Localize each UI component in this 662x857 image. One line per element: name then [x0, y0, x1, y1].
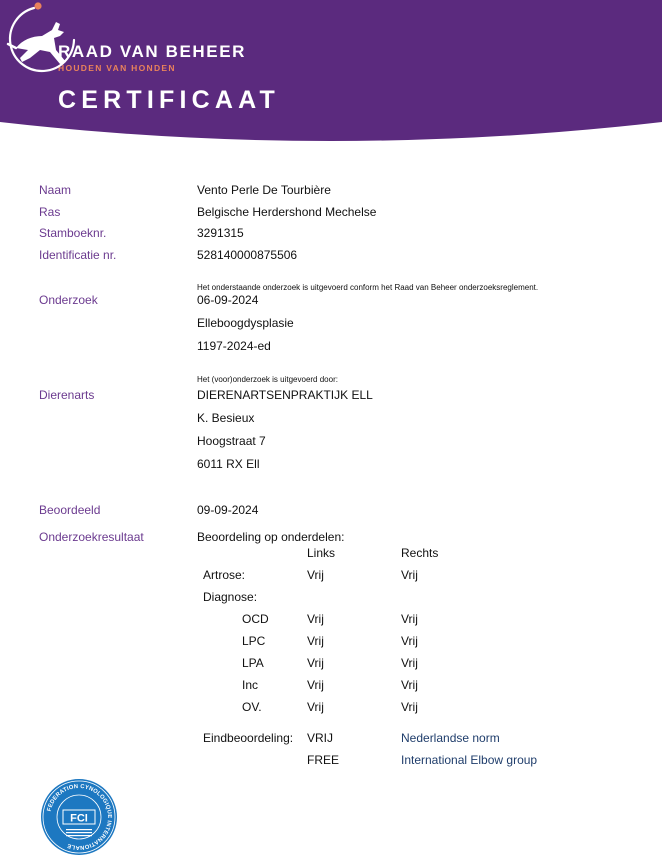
- final-assessment-value: VRIJ: [307, 731, 334, 745]
- exam-type: Elleboogdysplasie: [197, 316, 294, 330]
- final-assessment-norm: International Elbow group: [401, 753, 538, 767]
- running-dog-logo-icon: [0, 0, 80, 78]
- page-title: CERTIFICAAT: [58, 86, 280, 114]
- vet-label: Dierenarts: [39, 388, 95, 402]
- column-right-header: Rechts: [401, 546, 439, 560]
- vet-street: Hoogstraat 7: [197, 434, 266, 448]
- diagnosis-row-left: Vrij: [307, 656, 324, 670]
- fci-ring-text: FEDERATION CYNOLOGIQUE INTERNATIONALE: [46, 783, 113, 851]
- diagnosis-row-left: Vrij: [307, 612, 324, 626]
- diagnosis-row-label: OV.: [242, 700, 262, 714]
- assessed-label: Beoordeeld: [39, 503, 101, 517]
- studbook-label: Stamboeknr.: [39, 226, 107, 240]
- artrose-left: Vrij: [307, 568, 324, 582]
- diagnosis-row-right: Vrij: [401, 656, 418, 670]
- final-assessment-label: Eindbeoordeling:: [203, 731, 294, 745]
- fci-seal-icon: [40, 778, 118, 856]
- name-label: Naam: [39, 183, 72, 197]
- exam-note: Het onderstaande onderzoek is uitgevoerd conform het Raad van Beheer onderzoeksreglement.: [197, 283, 539, 292]
- diagnosis-row-label: OCD: [242, 612, 269, 626]
- diagnosis-row-right: Vrij: [401, 634, 418, 648]
- exam-label: Onderzoek: [39, 293, 98, 307]
- assessed-date: 09-09-2024: [197, 503, 259, 517]
- certificate-header: [0, 0, 662, 150]
- column-left-header: Links: [307, 546, 336, 560]
- artrose-label: Artrose:: [203, 568, 246, 582]
- organization-name: RAAD VAN BEHEER: [58, 42, 247, 61]
- dog-breed: Belgische Herdershond Mechelse: [197, 205, 377, 219]
- diagnosis-row-right: Vrij: [401, 612, 418, 626]
- vet-city: 6011 RX Ell: [197, 457, 260, 471]
- header-background: [0, 0, 662, 150]
- diagnosis-row-right: Vrij: [401, 678, 418, 692]
- diagnosis-row-left: Vrij: [307, 634, 324, 648]
- diagnosis-row-label: LPA: [242, 656, 264, 670]
- final-assessment-value: FREE: [307, 753, 340, 767]
- identification-label: Identificatie nr.: [39, 248, 117, 262]
- breed-label: Ras: [39, 205, 61, 219]
- identification-number: 528140000875506: [197, 248, 298, 262]
- organization-tagline: HOUDEN VAN HONDEN: [58, 63, 176, 73]
- artrose-right: Vrij: [401, 568, 418, 582]
- dog-name: Vento Perle De Tourbière: [197, 183, 331, 197]
- result-heading: Beoordeling op onderdelen:: [197, 530, 345, 544]
- vet-note: Het (voor)onderzoek is uitgevoerd door:: [197, 375, 338, 384]
- diagnosis-row-left: Vrij: [307, 678, 324, 692]
- exam-date: 06-09-2024: [197, 293, 259, 307]
- result-label: Onderzoekresultaat: [39, 530, 144, 544]
- diagnosis-row-label: LPC: [242, 634, 266, 648]
- diagnose-label: Diagnose:: [203, 590, 258, 604]
- fci-short-name: FCI: [70, 812, 88, 825]
- final-assessment-norm: Nederlandse norm: [401, 731, 500, 745]
- exam-code: 1197-2024-ed: [197, 339, 271, 353]
- vet-practice: DIERENARTSENPRAKTIJK ELL: [197, 388, 373, 402]
- studbook-number: 3291315: [197, 226, 244, 240]
- diagnosis-row-right: Vrij: [401, 700, 418, 714]
- vet-name: K. Besieux: [197, 411, 255, 425]
- diagnosis-row-label: Inc: [242, 678, 259, 692]
- diagnosis-row-left: Vrij: [307, 700, 324, 714]
